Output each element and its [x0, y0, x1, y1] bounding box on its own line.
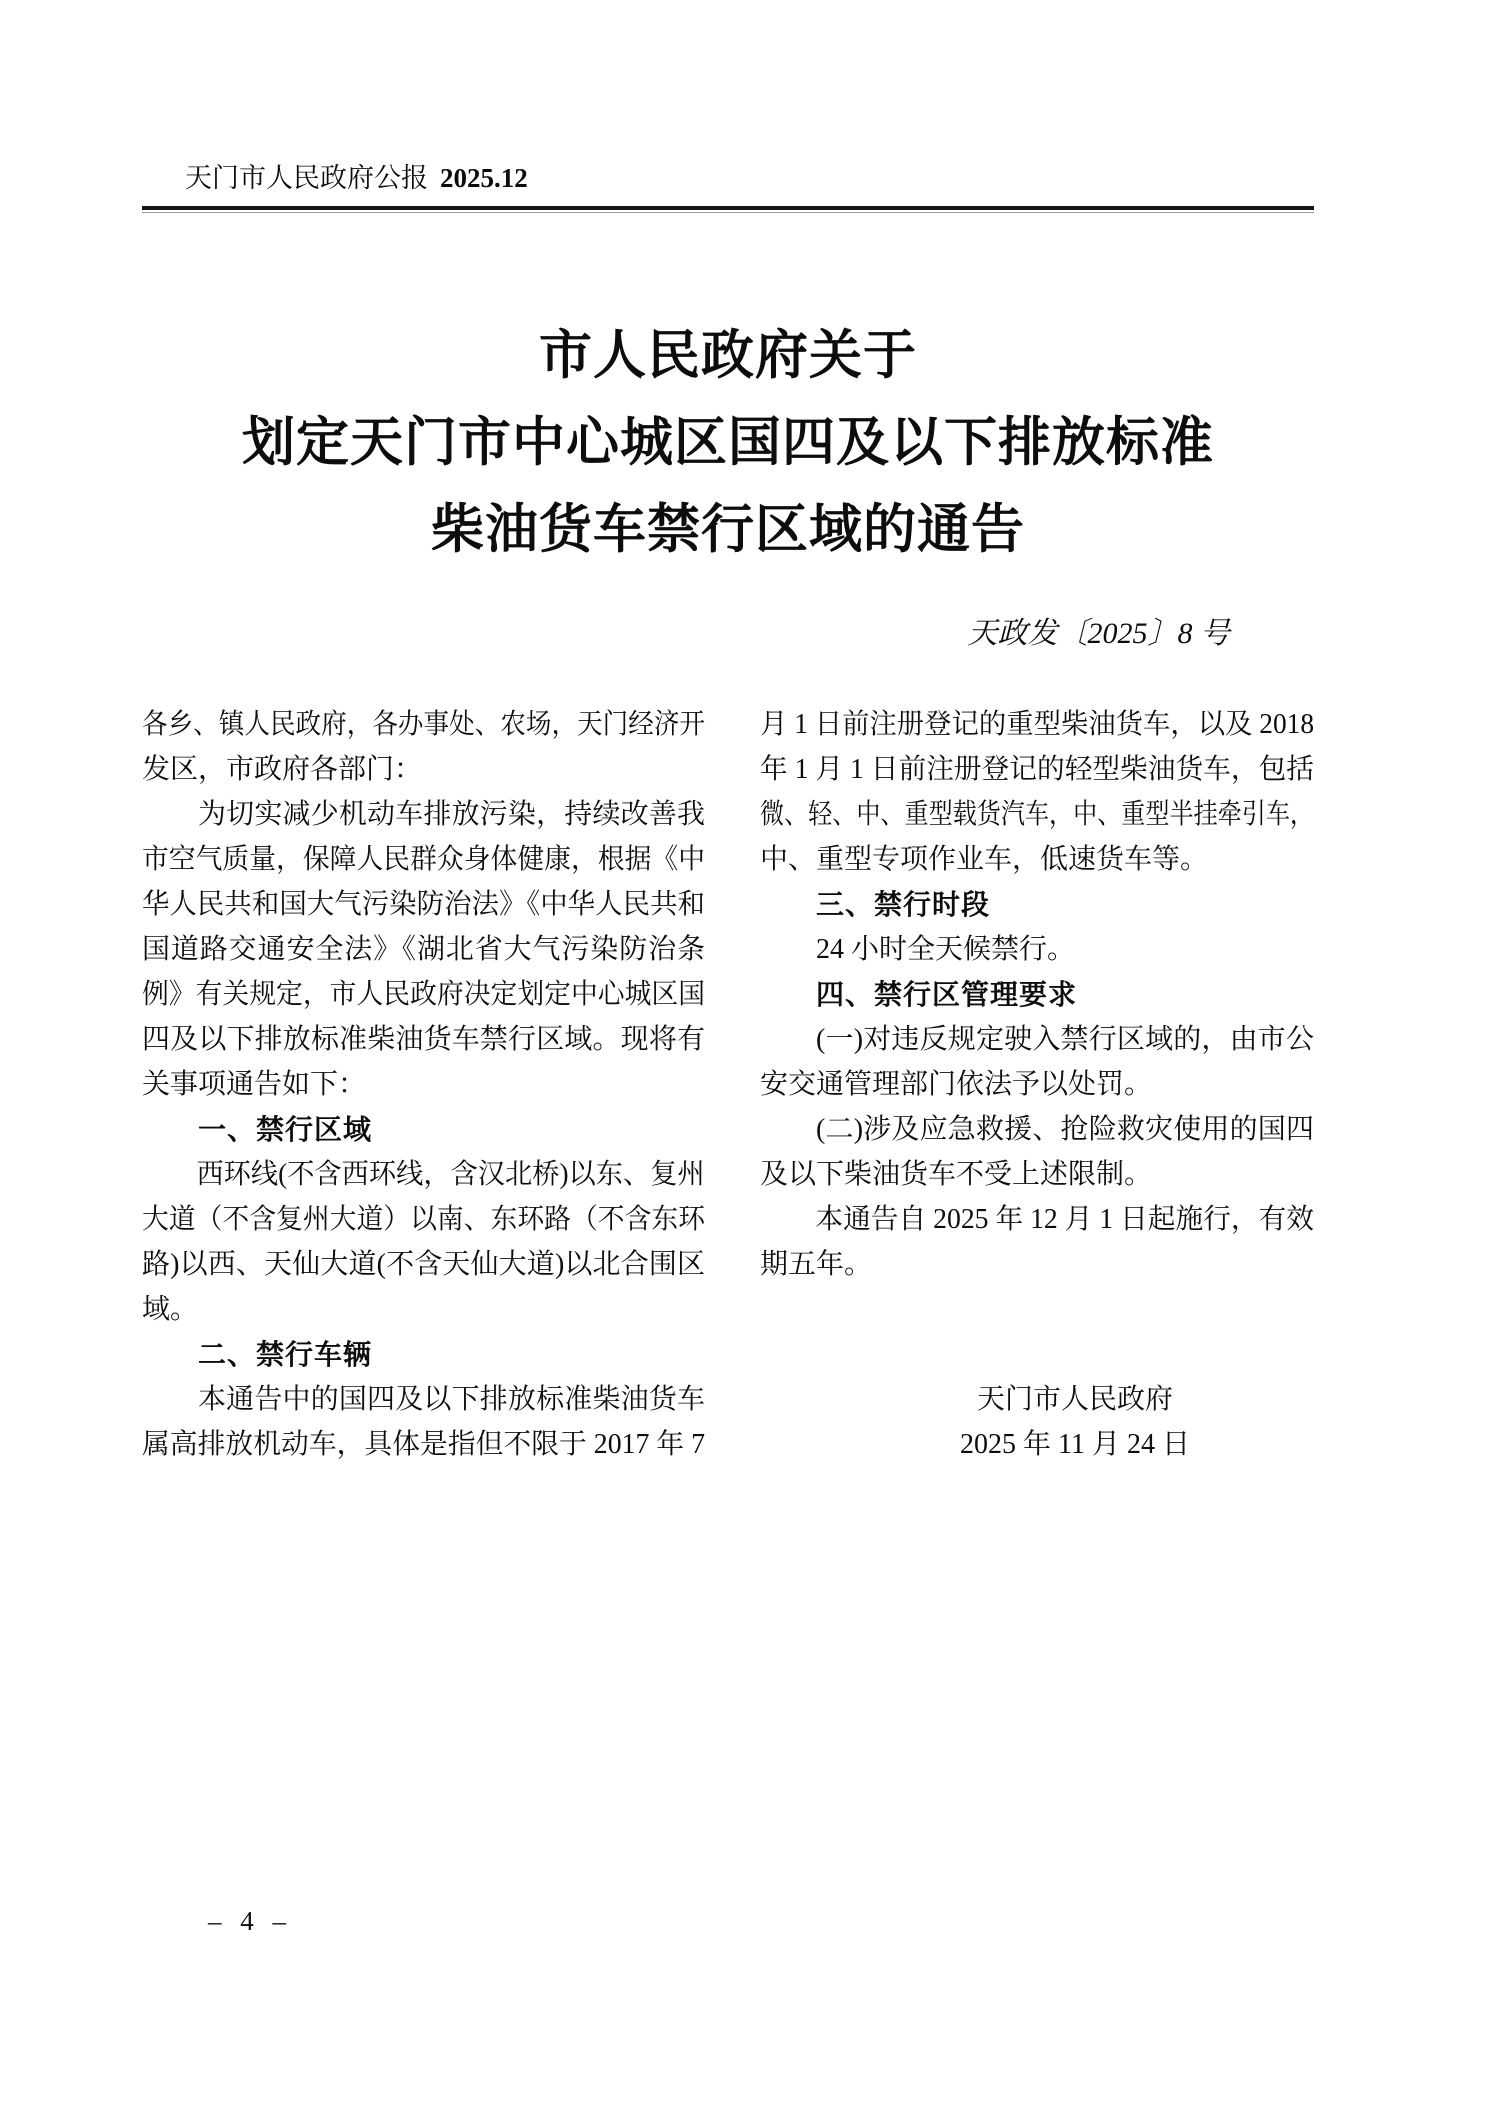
issuer-name: 天门市人民政府 [976, 1384, 1173, 1415]
left-column [142, 702, 705, 1467]
text-line: 各乡、镇人民政府，各办事处、农场，天门经济开 [142, 709, 706, 740]
issue-date: 2025 年 11 月 24 日 [960, 1429, 1190, 1460]
section-heading: 三、禁行时段 [816, 889, 991, 920]
notice-title [142, 313, 1314, 574]
title-line-1: 市人民政府关于 [539, 327, 917, 385]
text-line: 国道路交通安全法》《湖北省大气污染防治条 [142, 934, 705, 965]
text-line: 市空气质量，保障人民群众身体健康，根据《中 [142, 844, 706, 875]
text-line: 发区，市政府各部门： [142, 754, 423, 785]
header-rule [142, 206, 1314, 213]
notice-body [142, 702, 1314, 1467]
section-heading: 四、禁行区管理要求 [816, 979, 1078, 1010]
text-line: 域。 [142, 1294, 199, 1325]
right-column-text [760, 702, 1314, 1287]
title-line-2: 划定天门市中心城区国四及以下排放标准 [242, 414, 1214, 472]
text-line: 例》有关规定，市人民政府决定划定中心城区国 [142, 979, 706, 1010]
text-line: (二)涉及应急救援、抢险救灾使用的国四 [816, 1114, 1314, 1145]
masthead-issue: 2025.12 [440, 163, 528, 193]
text-line: 四及以下排放标准柴油货车禁行区域。现将有 [142, 1024, 705, 1055]
text-line: 华人民共和国大气污染防治法》《中华人民共和 [142, 889, 706, 920]
text-line: 本通告中的国四及以下排放标准柴油货车 [198, 1384, 705, 1415]
masthead-title: 天门市人民政府公报 [185, 163, 428, 193]
right-column [760, 702, 1314, 1467]
text-line: 大道（不含复州大道）以南、东环路（不含东环 [142, 1204, 706, 1235]
text-line: 本通告自 2025 年 12 月 1 日起施行，有效 [815, 1204, 1315, 1235]
text-line: 月 1 日前注册登记的重型柴油货车，以及 2018 [760, 709, 1315, 740]
text-line: 年 1 月 1 日前注册登记的轻型柴油货车，包括 [760, 754, 1315, 785]
text-line: 安交通管理部门依法予以处罚。 [760, 1069, 1153, 1100]
text-line: 及以下柴油货车不受上述限制。 [760, 1159, 1153, 1190]
text-line: (一)对违反规定驶入禁行区域的，由市公 [816, 1024, 1314, 1055]
page-header [185, 162, 528, 194]
text-line: 24 小时全天候禁行。 [816, 934, 1076, 965]
text-line: 属高排放机动车，具体是指但不限于 2017 年 7 [142, 1429, 706, 1460]
document-number: 天政发〔2025〕8 号 [967, 617, 1230, 650]
text-line: 西环线(不含西环线，含汉北桥)以东、复州 [196, 1159, 705, 1190]
page-number: – 4 – [208, 1906, 292, 1936]
title-line-3: 柴油货车禁行区域的通告 [431, 501, 1025, 559]
text-line: 关事项通告如下： [142, 1069, 367, 1100]
text-line: 路)以西、天仙大道(不含天仙大道)以北合围区 [142, 1249, 705, 1280]
section-heading: 二、禁行车辆 [198, 1339, 373, 1370]
section-heading: 一、禁行区域 [198, 1114, 373, 1145]
text-line: 中、重型专项作业车，低速货车等。 [760, 844, 1209, 875]
text-line: 微、轻、中、重型载货汽车，中、重型半挂牵引车， [760, 799, 1315, 830]
text-line: 期五年。 [760, 1249, 873, 1280]
signature-block [760, 1377, 1314, 1467]
text-line: 为切实减少机动车排放污染，持续改善我 [198, 799, 705, 830]
